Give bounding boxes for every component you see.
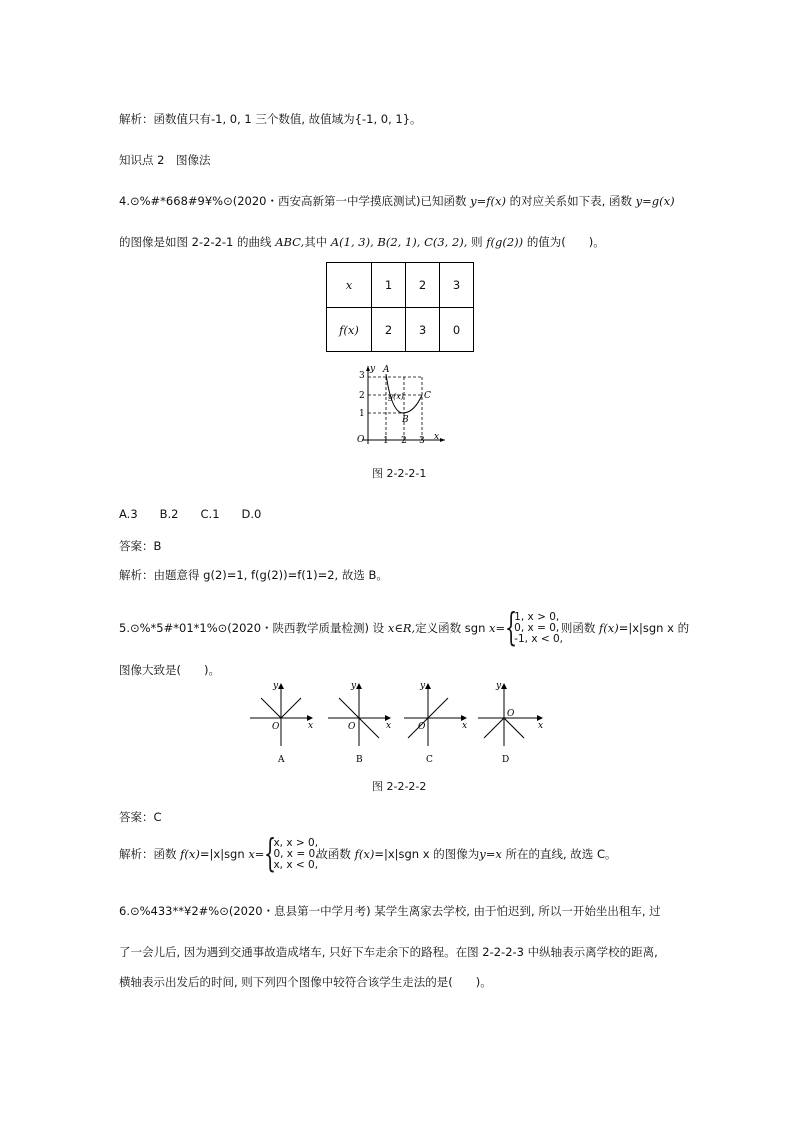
point-b-label: B <box>402 415 409 425</box>
table-cell: 3 <box>440 263 474 308</box>
piecewise-sgn: { 1, x > 0, 0, x = 0, -1, x < 0, <box>505 604 564 649</box>
table-cell: 1 <box>372 263 406 308</box>
q5-formula: f(x) <box>598 621 619 635</box>
origin-label: O <box>357 435 365 445</box>
case-line: 1, x > 0, <box>514 610 560 623</box>
graph-c <box>404 681 467 765</box>
y-label: y <box>496 681 502 691</box>
q5-source: (2020・陕西教学质量检测) <box>227 621 370 635</box>
origin-label: O <box>507 709 515 719</box>
analysis-text: 故函数 <box>316 847 351 861</box>
q6-line1 <box>119 903 661 919</box>
table-row <box>327 308 474 352</box>
q5-text: 定义函数 sgn <box>415 621 486 635</box>
q4-points: A(1, 3), B(2, 1), C(3, 2), <box>330 235 468 249</box>
q4-formula: y=f(x) <box>470 194 506 208</box>
figure-caption: 图 2-2-2-2 <box>372 780 427 793</box>
q4-number: 4. <box>119 194 130 208</box>
analysis-text: 函数值只有-1, 0, 1 三个数值, 故值域为{-1, 0, 1}。 <box>153 112 422 126</box>
section-title: 知识点 2 图像法 <box>119 153 211 167</box>
y-label: y <box>420 681 426 691</box>
q6-source: (2020・息县第一中学月考) <box>228 904 371 918</box>
q4-text: 其中 <box>304 235 328 249</box>
origin-label: O <box>272 722 280 732</box>
q6-text: 某学生离家去学校, 由于怕迟到, 所以一开始坐出租车, 过 <box>374 904 661 918</box>
q4-text: 的值为( )。 <box>526 235 605 249</box>
q5-text: 设 <box>372 621 385 635</box>
q5-analysis <box>119 830 617 875</box>
figure-2-2-2-1 <box>350 362 450 446</box>
graph-label: B <box>356 755 363 765</box>
table-cell: 2 <box>372 308 406 352</box>
analysis-text: =|x|sgn <box>199 847 245 861</box>
table-cell: 2 <box>406 263 440 308</box>
analysis-text: 所在的直线, 故选 C。 <box>505 847 617 861</box>
q5-text: =|x|sgn x 的 <box>618 621 690 635</box>
analysis-text: 函数 <box>153 847 177 861</box>
point-a-label: A <box>383 365 390 375</box>
answer-value: C <box>153 810 162 824</box>
point-c-label: C <box>424 391 431 401</box>
q4-formula: ABC, <box>275 235 305 249</box>
q4-text: 的图像是如图 2-2-2-1 的曲线 <box>119 235 272 249</box>
q4-line2 <box>119 234 605 250</box>
analysis-label: 解析： <box>119 847 154 861</box>
tick-label: 2 <box>401 436 407 446</box>
guide-lines <box>368 377 422 440</box>
q4-code: ⊙%#*668#9¥%⊙ <box>129 194 233 208</box>
case-line: x, x < 0, <box>273 858 319 871</box>
case-line: 0, x = 0, <box>514 621 560 634</box>
x-label: x <box>538 721 544 731</box>
graph-label: D <box>502 755 510 765</box>
q6-line2: 了一会儿后, 因为遇到交通事故造成堵车, 只好下车走余下的路程。在图 2-2-2-3 中纵轴表示离学校的距离, <box>119 945 658 959</box>
answer-label: 答案： <box>119 539 154 553</box>
option-d: D.0 <box>241 507 262 521</box>
piecewise-analysis: { x, x > 0, 0, x = 0, x, x < 0, <box>264 830 319 875</box>
table-cell: 0 <box>440 308 474 352</box>
x-arrow-icon <box>440 438 445 442</box>
q6-line3: 横轴表示出发后的时间, 则下列四个图像中较符合该学生走法的是( )。 <box>119 975 492 989</box>
tick-label: 2 <box>359 391 365 401</box>
function-table <box>326 262 474 352</box>
graph-d <box>478 681 543 765</box>
q5-line1 <box>119 604 690 649</box>
case-line: x, x > 0, <box>273 836 319 849</box>
curve-label: g(x) <box>388 392 404 401</box>
x-label: x <box>462 721 468 731</box>
q5-line2: 图像大致是( )。 <box>119 663 220 677</box>
q4-answer <box>119 538 161 554</box>
table-row <box>327 263 474 308</box>
analysis-label: 解析： <box>119 112 154 126</box>
option-b: B.2 <box>159 507 179 521</box>
answer-value: B <box>153 539 162 553</box>
analysis-formula: f(x) <box>180 847 200 861</box>
x-label: x <box>434 432 440 442</box>
analysis-formula: y=x <box>479 847 502 861</box>
q4-text: 的对应关系如下表, 函数 <box>509 194 632 208</box>
table-cell: f(x) <box>327 308 372 352</box>
graph-label: A <box>278 755 285 765</box>
answer-label: 答案： <box>119 810 154 824</box>
x-label: x <box>386 721 392 731</box>
x-label: x <box>308 721 314 731</box>
tick-label: 1 <box>359 409 365 419</box>
analysis-text: =|x|sgn x 的图像为 <box>374 847 480 861</box>
q5-text: 则函数 <box>560 621 596 635</box>
case-line: -1, x < 0, <box>514 632 564 645</box>
q5-formula: x= <box>489 621 506 635</box>
q4-analysis <box>119 567 388 583</box>
y-label: y <box>370 364 376 374</box>
q5-number: 5. <box>119 621 130 635</box>
q6-number: 6. <box>119 904 130 918</box>
q4-source: (2020・西安高新第一中学摸底测试) <box>232 194 421 208</box>
tick-label: 3 <box>419 436 425 446</box>
y-label: y <box>273 681 279 691</box>
origin-label: O <box>418 722 426 732</box>
q4-formula: y=g(x) <box>635 194 675 208</box>
q6-code: ⊙%433**¥2#%⊙ <box>129 904 229 918</box>
q4-text: 已知函数 <box>420 194 467 208</box>
analysis-formula: f(x) <box>354 847 375 861</box>
option-c: C.1 <box>200 507 220 521</box>
q5-formula: x∈R, <box>387 621 416 635</box>
tick-label: 3 <box>359 371 365 381</box>
figure-caption: 图 2-2-2-1 <box>372 467 427 480</box>
graph-b <box>328 681 391 765</box>
analysis-text: 由题意得 g(2)=1, f(g(2))=f(1)=2, 故选 B。 <box>153 568 388 582</box>
graph-label: C <box>426 755 433 765</box>
origin-label: O <box>348 722 356 732</box>
graph-a <box>250 681 313 765</box>
table-cell: 3 <box>406 308 440 352</box>
y-label: y <box>351 681 357 691</box>
q4-options <box>119 506 261 522</box>
prev-analysis <box>119 111 422 127</box>
q5-answer <box>119 809 162 825</box>
option-a: A.3 <box>119 507 138 521</box>
analysis-label: 解析： <box>119 568 154 582</box>
analysis-formula: x= <box>248 847 265 861</box>
q5-code: ⊙%*5#*01*1%⊙ <box>129 621 228 635</box>
q4-text: 则 <box>471 235 483 249</box>
q4-line1 <box>119 193 675 209</box>
figure-2-2-2-2 <box>248 678 548 768</box>
q4-formula: f(g(2)) <box>486 235 524 249</box>
tick-label: 1 <box>383 436 389 446</box>
table-cell: x <box>327 263 372 308</box>
case-line: 0, x = 0, <box>273 847 319 860</box>
